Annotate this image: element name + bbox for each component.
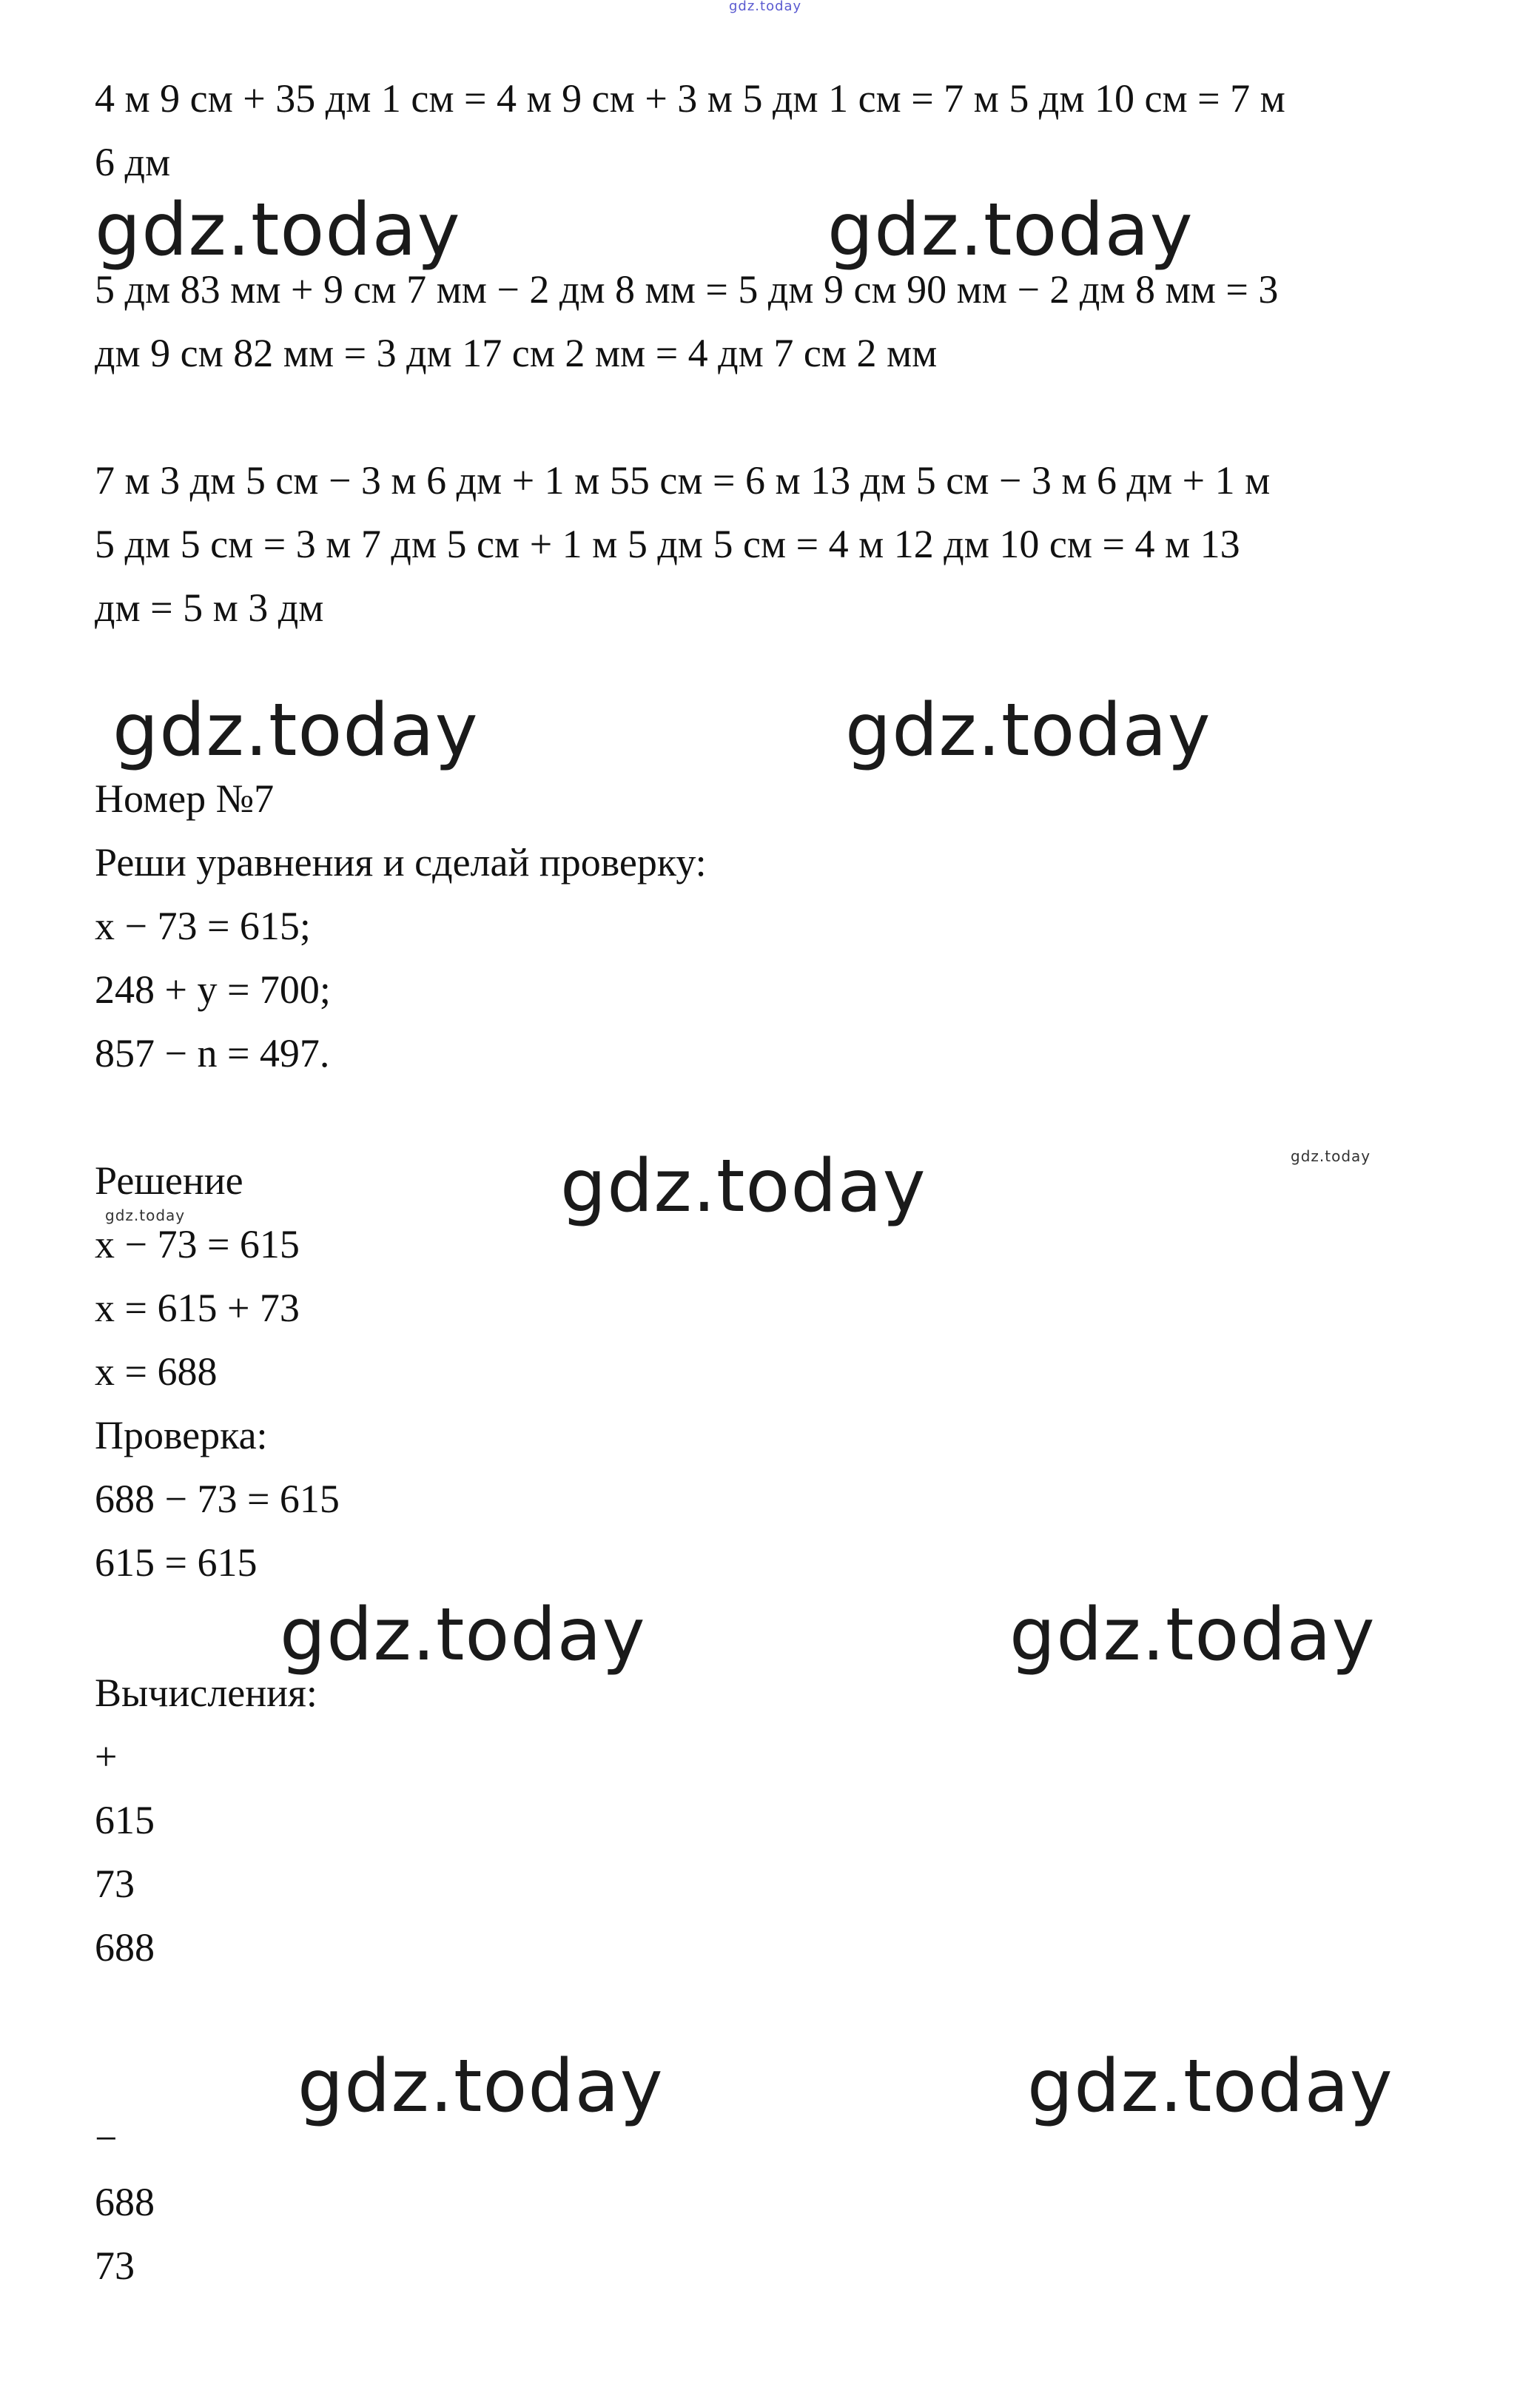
watermark: gdz.today xyxy=(95,188,461,272)
text-line: 4 м 9 см + 35 дм 1 см = 4 м 9 см + 3 м 5 дм 1 см = 7 м 5 дм 10 см = 7 м xyxy=(95,76,1285,121)
calc-line: 73 xyxy=(95,1862,135,1906)
watermark: gdz.today xyxy=(845,688,1211,773)
task-text: Реши уравнения и сделай проверку: xyxy=(95,840,707,885)
check-line: 688 − 73 = 615 xyxy=(95,1477,340,1521)
text-line: 6 дм xyxy=(95,140,171,184)
watermark: gdz.today xyxy=(297,2044,664,2129)
text-line: дм = 5 м 3 дм xyxy=(95,585,324,630)
text-line: 5 дм 5 см = 3 м 7 дм 5 см + 1 м 5 дм 5 см = 4 м 12 дм 10 см = 4 м 13 xyxy=(95,522,1240,566)
calc-line: 73 xyxy=(95,2243,135,2288)
calc-line: 688 xyxy=(95,2180,155,2224)
calc-line: 688 xyxy=(95,1925,155,1970)
watermark: gdz.today xyxy=(827,188,1194,272)
watermark: gdz.today xyxy=(280,1593,646,1677)
heading-number: Номер №7 xyxy=(95,776,275,821)
equation: x − 73 = 615; xyxy=(95,904,311,948)
calc-sign: − xyxy=(95,2116,118,2161)
watermark-small: gdz.today xyxy=(105,1206,186,1224)
check-heading: Проверка: xyxy=(95,1413,268,1457)
calc-sign: + xyxy=(95,1734,118,1779)
text-line: дм 9 см 82 мм = 3 дм 17 см 2 мм = 4 дм 7 см 2 мм xyxy=(95,331,938,375)
check-line: 615 = 615 xyxy=(95,1540,258,1585)
solution-line: x − 73 = 615 xyxy=(95,1222,300,1266)
equation: 857 − n = 497. xyxy=(95,1031,330,1075)
watermark: gdz.today xyxy=(1027,2044,1393,2129)
text-line: 7 м 3 дм 5 см − 3 м 6 дм + 1 м 55 см = 6 м 13 дм 5 см − 3 м 6 дм + 1 м xyxy=(95,458,1271,503)
solution-line: x = 615 + 73 xyxy=(95,1286,300,1330)
solution-line: x = 688 xyxy=(95,1349,218,1394)
watermark-top: gdz.today xyxy=(729,0,802,14)
watermark-small: gdz.today xyxy=(1291,1147,1371,1165)
equation: 248 + y = 700; xyxy=(95,967,331,1012)
text-line: 5 дм 83 мм + 9 см 7 мм − 2 дм 8 мм = 5 дм 9 см 90 мм − 2 дм 8 мм = 3 xyxy=(95,267,1279,312)
calc-line: 615 xyxy=(95,1798,155,1842)
watermark: gdz.today xyxy=(1009,1593,1376,1677)
watermark: gdz.today xyxy=(560,1144,927,1229)
watermark: gdz.today xyxy=(112,688,479,773)
calc-heading: Вычисления: xyxy=(95,1671,317,1715)
solution-heading: Решение xyxy=(95,1158,243,1203)
